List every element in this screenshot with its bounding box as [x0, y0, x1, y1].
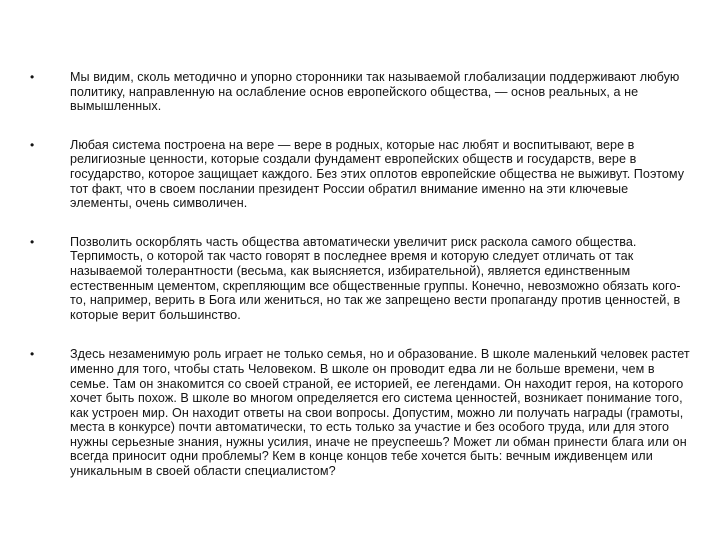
bullet-dot-icon: • [30, 137, 35, 152]
bullet-dot-icon: • [30, 347, 35, 362]
bullet-dot-icon: • [30, 70, 35, 84]
bullet-text: Мы видим, сколь методично и упорно сторонники так называемой глобализации поддерживают любую политику, направленную на ослабление основ европейского общества, — основ реальных, а не вымышленных. [70, 70, 680, 114]
bullet-text: Любая система построена на вере — вере в родных, которые нас любят и воспитывают, вере в религиозные ценности, которые создали фундамент европейских обществ и государств, вере в государство, которое защищает каждого. Без этих оплотов европейские общества не выживут. Поэтому тот факт, что в своем послании президент России обратил внимание именно на эти ключевые элементы, очень символичен. [70, 137, 685, 211]
bullet-text: Здесь незаменимую роль играет не только семья, но и образование. В школе маленький человек растет именно для того, чтобы стать Человеком. В школе он проводит едва ли не больше времени, чем в семье. Там он знакомится со своей страной, ее историей, ее легендами. Он находит героя, на которого хочет быть похож. В школе во многом определяется его система ценностей, возникает понимание того, как устроен мир. Он находит ответы на свои вопросы. Допустим, можно ли получать награды (грамоты, места в конкурсе) почти автоматически, то есть только за участие и без особого труда, или для этого нужны серьезные знания, нужны усилия, иначе не преуспеешь? Может ли обман принести блага или он всегда приносит одни проблемы? Кем в конце концов тебе хочется быть: вечным иждивенцем или уникальным в своей области специалистом? [70, 347, 690, 479]
bullet-item-globalization [30, 70, 690, 114]
bullet-item-faith [30, 138, 690, 211]
bullet-item-education [30, 347, 690, 478]
bullet-dot-icon: • [30, 234, 35, 249]
bullet-text: Позволить оскорблять часть общества автоматически увеличит риск раскола самого общества. Терпимость, о которой так часто говорят в последнее время и которую следует отличать от так называемой толерантности (весьма, как выясняется, избирательной), является единственным естественным цементом, скрепляющим все общественные группы. Конечно, невозможно обязать кого-то, например, верить в Бога или жениться, но так же запрещено вести пропаганду против ценностей, в которые верит большинство. [70, 234, 681, 322]
bullet-item-tolerance [30, 235, 690, 323]
bullet-list [30, 70, 690, 479]
